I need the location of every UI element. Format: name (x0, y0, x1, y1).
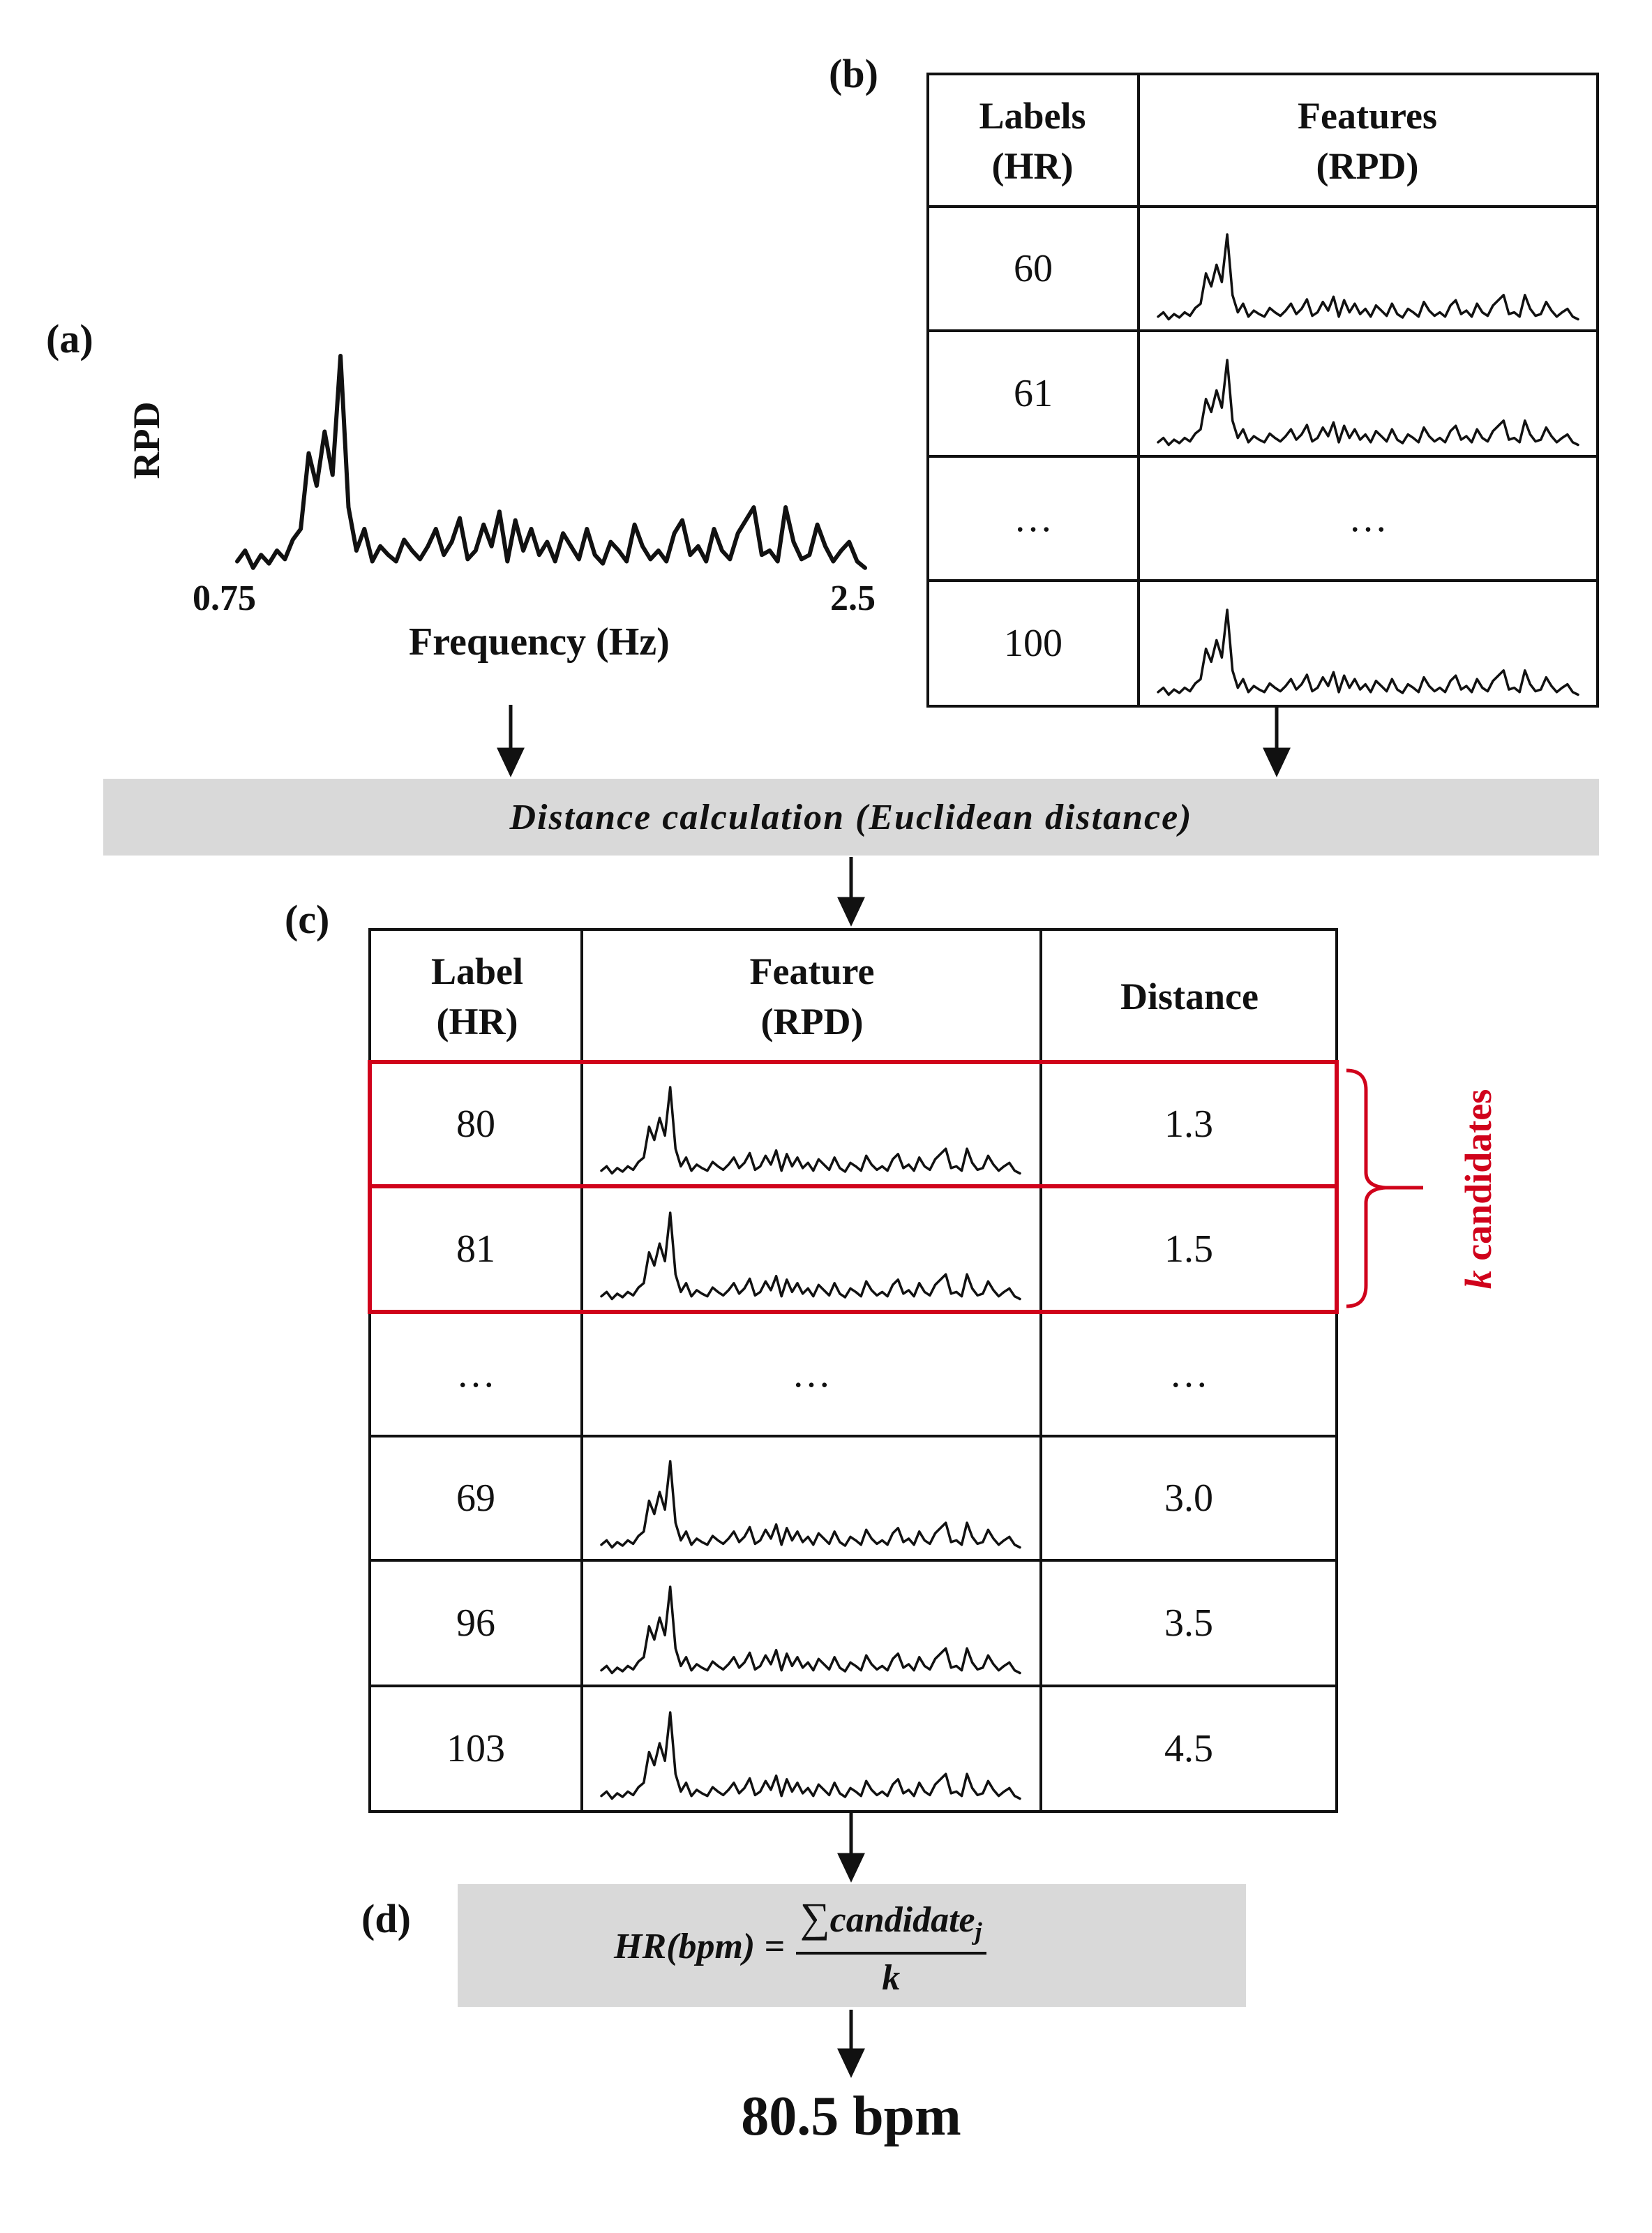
hr-formula-fraction (796, 1894, 986, 1998)
panel-a-ylabel: RPD (126, 401, 167, 479)
k-candidates-label (1457, 1077, 1501, 1301)
distance-calculation-text: Distance calculation (Euclidean distance) (509, 797, 1193, 837)
panel-c-row-feature: … (792, 1352, 831, 1396)
numerator-text: candidate (829, 1900, 975, 1941)
panel-c-rpd-thumbnail (601, 1087, 1020, 1174)
panel-b-rpd-thumbnail (1158, 234, 1578, 320)
panel-c-row-label: 80 (456, 1103, 495, 1146)
panel-c-header-feature: Feature (RPD) (749, 950, 875, 1043)
k-candidates-text: candidates (1457, 1089, 1499, 1261)
panel-a-label: (a) (46, 316, 93, 361)
k-candidates-k: k (1457, 1270, 1499, 1290)
panel-b-row-label: 60 (1014, 247, 1053, 290)
hr-formula (614, 1894, 986, 1999)
panel-c-rpd-thumbnail (601, 1712, 1020, 1799)
panel-c-row-distance: 4.5 (1164, 1727, 1213, 1770)
panel-a-xlabel: Frequency (Hz) (409, 620, 670, 664)
panel-c-row-distance: 1.5 (1164, 1227, 1213, 1271)
panel-c-row-label: 96 (456, 1601, 495, 1645)
panel-b-row-label: 61 (1014, 372, 1053, 415)
panel-b-header-features: Features (RPD) (1298, 95, 1437, 187)
panel-c-row-distance: … (1169, 1352, 1208, 1396)
panel-b-label: (b) (829, 51, 878, 96)
panel-d-label: (d) (361, 1896, 411, 1941)
panel-c-header-label: Label (HR) (430, 950, 524, 1043)
panel-c-rpd-thumbnail (601, 1587, 1020, 1673)
panel-b-ellipsis-feature: … (1349, 497, 1388, 540)
result-value: 80.5 bpm (741, 2086, 961, 2147)
panel-c-label: (c) (285, 897, 330, 942)
panel-c-header-distance: Distance (1120, 976, 1259, 1017)
panel-c-rpd-thumbnail (601, 1213, 1020, 1299)
hr-formula-numerator (796, 1894, 986, 1954)
panel-c-row-distance: 1.3 (1164, 1103, 1213, 1146)
panel-a-xmin: 0.75 (193, 578, 256, 618)
panel-c-rpd-thumbnail (601, 1461, 1020, 1548)
numerator-subscript: j (975, 1917, 982, 1946)
panel-c-row-label: 81 (456, 1227, 495, 1271)
panel-b-header-labels: Labels (HR) (979, 95, 1086, 187)
distance-calculation-box (103, 779, 1599, 856)
panel-c-row-distance: 3.0 (1164, 1477, 1213, 1520)
panel-c-row-distance: 3.5 (1164, 1601, 1213, 1645)
panel-b-rpd-thumbnail (1158, 610, 1578, 695)
sigma-symbol: ∑ (799, 1895, 830, 1941)
panel-c-row-label: 103 (446, 1727, 505, 1770)
panel-b-row-label: … (1014, 497, 1053, 540)
hr-formula-denominator: k (882, 1957, 901, 1998)
panel-a-xmax: 2.5 (830, 578, 876, 618)
panel-c-row-label: … (456, 1352, 495, 1396)
hr-formula-lhs: HR(bpm) = (614, 1926, 785, 1966)
panel-b-row-label: 100 (1004, 622, 1062, 665)
panel-c-row-label: 69 (456, 1477, 495, 1520)
panel-b-rpd-thumbnail (1158, 360, 1578, 445)
